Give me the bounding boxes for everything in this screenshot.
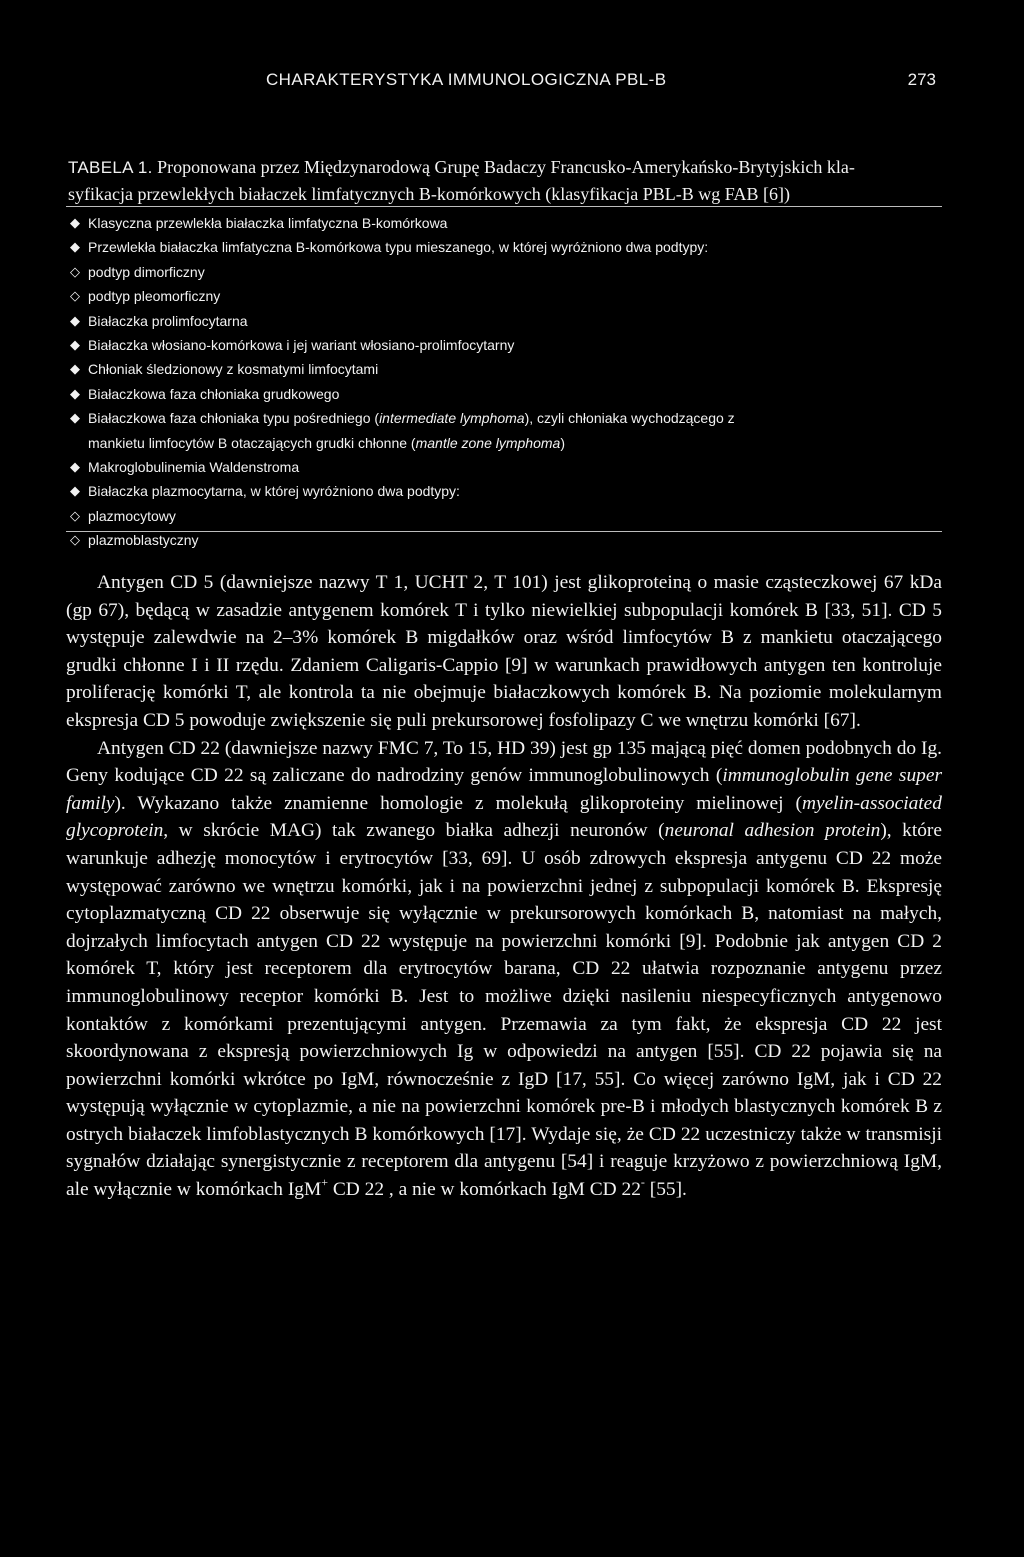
- paragraph-text: [55].: [644, 1179, 687, 1201]
- paragraph: [66, 735, 942, 1204]
- table-caption-line-2: syfikacja przewlekłych białaczek limfatycznych B-komórkowych (klasyfikacja PBL-B wg FAB [6]): [68, 184, 790, 204]
- superscript: +: [321, 1175, 328, 1190]
- table-entry: [68, 357, 940, 381]
- table-subentry: [68, 284, 940, 308]
- entry-text-part: ), czyli chłoniaka wychodzącego z: [524, 410, 735, 427]
- outline-diamond-icon: ◇: [70, 507, 80, 523]
- table-top-rule: [66, 206, 942, 207]
- table-entry-text: Klasyczna przewlekła białaczka limfatyczna B-komórkowa: [88, 215, 448, 231]
- running-header: [66, 70, 942, 100]
- filled-diamond-icon: ◆: [70, 312, 80, 328]
- table-entry-text: Białaczka prolimfocytarna: [88, 312, 248, 329]
- paragraph-italic: neuronal adhesion protein: [664, 820, 881, 842]
- page-number: 273: [907, 70, 936, 89]
- table-entry-text: plazmoblastyczny: [88, 532, 199, 549]
- table-entry-text: Białaczkowa faza chłoniaka grudkowego: [88, 385, 340, 402]
- paragraph-italic: myelin-associated glycoprotein: [66, 792, 942, 842]
- filled-diamond-icon: ◆: [70, 215, 80, 230]
- outline-diamond-icon: ◇: [70, 532, 80, 548]
- entry-text-part: mankietu limfocytów B otaczających grudki chłonne (: [88, 434, 416, 451]
- table-entry-text: podtyp dimorficzny: [88, 263, 205, 280]
- table-entry-text: Białaczka plazmocytarna, w której wyróżniono dwa podtypy:: [88, 483, 460, 500]
- filled-diamond-icon: ◆: [70, 239, 80, 255]
- paragraph: Antygen CD 5 (dawniejsze nazwy T 1, UCHT 2, T 101) jest glikoproteiną o masie cząsteczkowej 67 kDa (gp 67), będącą w zasadzie antygenem komórek T i tylko niewielkiej subpopulacji komórek B [33, 51]. CD 5 występuje zalewdwie na 2–3% komórek B migdałków oraz wśród limfocytów B z mankietu otaczającego grudki chłonne I i II rzędu. Zdaniem Caligaris-Cappio [9] w warunkach prawidłowych antygen ten kontroluje proliferację komórki T, ale kontrola ta nie obejmuje białaczkowych komórek B. Na poziomie molekularnym ekspresja CD 5 powoduje zwiększenie się puli prekursorowej fosfolipazy C we wnętrzu komórki [67].: [66, 572, 942, 731]
- table-entry: [68, 406, 940, 455]
- table-entry-text: Przewlekła białaczka limfatyczna B-komórkowa typu mieszanego, w której wyróżniono dwa podtypy:: [88, 239, 709, 256]
- filled-diamond-icon: ◆: [70, 337, 80, 353]
- document-page: [66, 0, 942, 1557]
- filled-diamond-icon: ◆: [70, 410, 80, 426]
- body-text: [66, 569, 942, 1204]
- table-entry: [68, 235, 940, 259]
- table-caption: [68, 154, 940, 207]
- paragraph-text: Antygen CD 22 (dawniejsze nazwy FMC 7, To 15, HD 39) jest gp 135 mającą pięć domen podobnych do Ig. Geny kodujące CD 22 są zaliczane do nadrodziny genów immunoglobulinowych (: [66, 737, 942, 787]
- table-subentry: [68, 504, 940, 528]
- table-subentry: [68, 260, 940, 284]
- table-entry-text: Chłoniak śledzionowy z kosmatymi limfocytami: [88, 361, 379, 378]
- filled-diamond-icon: ◆: [70, 483, 80, 499]
- table-entry: [68, 479, 940, 503]
- table-entry: [68, 333, 940, 357]
- table-entries: [68, 211, 940, 553]
- paragraph-text: ). Wykazano także znamienne homologie z molekułą glikoproteiny mielinowej (: [114, 792, 802, 814]
- filled-diamond-icon: ◆: [70, 361, 80, 377]
- entry-text-italic: mantle zone lymphoma: [415, 434, 561, 451]
- table-entry: [68, 455, 940, 479]
- outline-diamond-icon: ◇: [70, 263, 80, 279]
- entry-text-part: Białaczkowa faza chłoniaka typu pośredniego (: [88, 410, 380, 427]
- table-entry-text: Makroglobulinemia Waldenstroma: [88, 459, 300, 476]
- table-caption-text-1: Proponowana przez Międzynarodową Grupę Badaczy Francusko-Amerykańsko-Brytyjskich kla-: [157, 157, 855, 177]
- table-entry-text: [88, 410, 940, 455]
- outline-diamond-icon: ◇: [70, 288, 80, 304]
- entry-text-continuation: [88, 431, 940, 455]
- table-entry: [68, 309, 940, 333]
- table-entry: [68, 382, 940, 406]
- table-entry-text: Białaczka włosiano-komórkowa i jej wariant włosiano-prolimfocytarny: [88, 337, 515, 354]
- table-label: TABELA 1.: [68, 158, 153, 177]
- table-entry-text: plazmocytowy: [88, 507, 176, 524]
- running-title: CHARAKTERYSTYKA IMMUNOLOGICZNA PBL-B: [266, 70, 667, 89]
- table-bottom-rule: [66, 531, 942, 532]
- table-entry: [68, 211, 940, 235]
- paragraph-text: ), które warunkuje adhezję monocytów i erytrocytów [33, 69]. U osób zdrowych ekspresja antygenu CD 22 może występować zarówno we wnętrzu komórki, jak i na powierzchni jednej z subpopulacji komórek B. Ekspresję cytoplazmatyczną CD 22 obserwuje się wyłącznie w prekursorowych komórkach B, natomiast na małych, dojrzałych limfocytach antygen CD 22 występuje na powierzchni komórki [9]. Podobnie jak antygen CD 2 komórek T, który jest receptorem dla erytrocytów barana, CD 22 ułatwia rozpoznanie antygenu przez immunoglobulinowy receptor komórki B. Jest to możliwe dzięki nasileniu niespecyficznych antygenowo kontaktów z komórkami prezentującymi antygen. Przemawia za tym fakt, że ekspresja CD 22 jest skoordynowana z ekspresją powierzchniowych Ig w odpowiedzi na antygen [55]. CD 22 pojawia się na powierzchni komórki wkrótce po IgM, równocześnie z IgD [17, 55]. Co więcej zarówno IgM, jak i CD 22 występują wyłącznie w cytoplazmie, a nie na powierzchni komórek pre-B i młodych blastycznych komórek B z ostrych białaczek limfoblastycznych B komórkowych [17]. Wydaje się, że CD 22 uczestniczy także w transmisji sygnałów działając synergistycznie z receptorem dla antygenu [54] i reaguje krzyżowo z powierzchniową IgM, ale wyłącznie w komórkach IgM: [66, 820, 942, 1201]
- entry-text-part: ): [560, 434, 566, 451]
- paragraph-text: , w skrócie MAG) tak zwanego białka adhezji neuronów (: [163, 820, 665, 842]
- superscript: -: [640, 1175, 645, 1190]
- filled-diamond-icon: ◆: [70, 459, 80, 475]
- paragraph-italic: immunoglobulin gene super family: [66, 765, 942, 814]
- entry-text-italic: intermediate lymphoma: [379, 410, 525, 427]
- filled-diamond-icon: ◆: [70, 385, 80, 401]
- table-caption-line-1: [68, 154, 940, 181]
- table-entry-text: podtyp pleomorficzny: [88, 288, 221, 305]
- paragraph-text: CD 22 , a nie w komórkach IgM CD 22: [328, 1179, 641, 1201]
